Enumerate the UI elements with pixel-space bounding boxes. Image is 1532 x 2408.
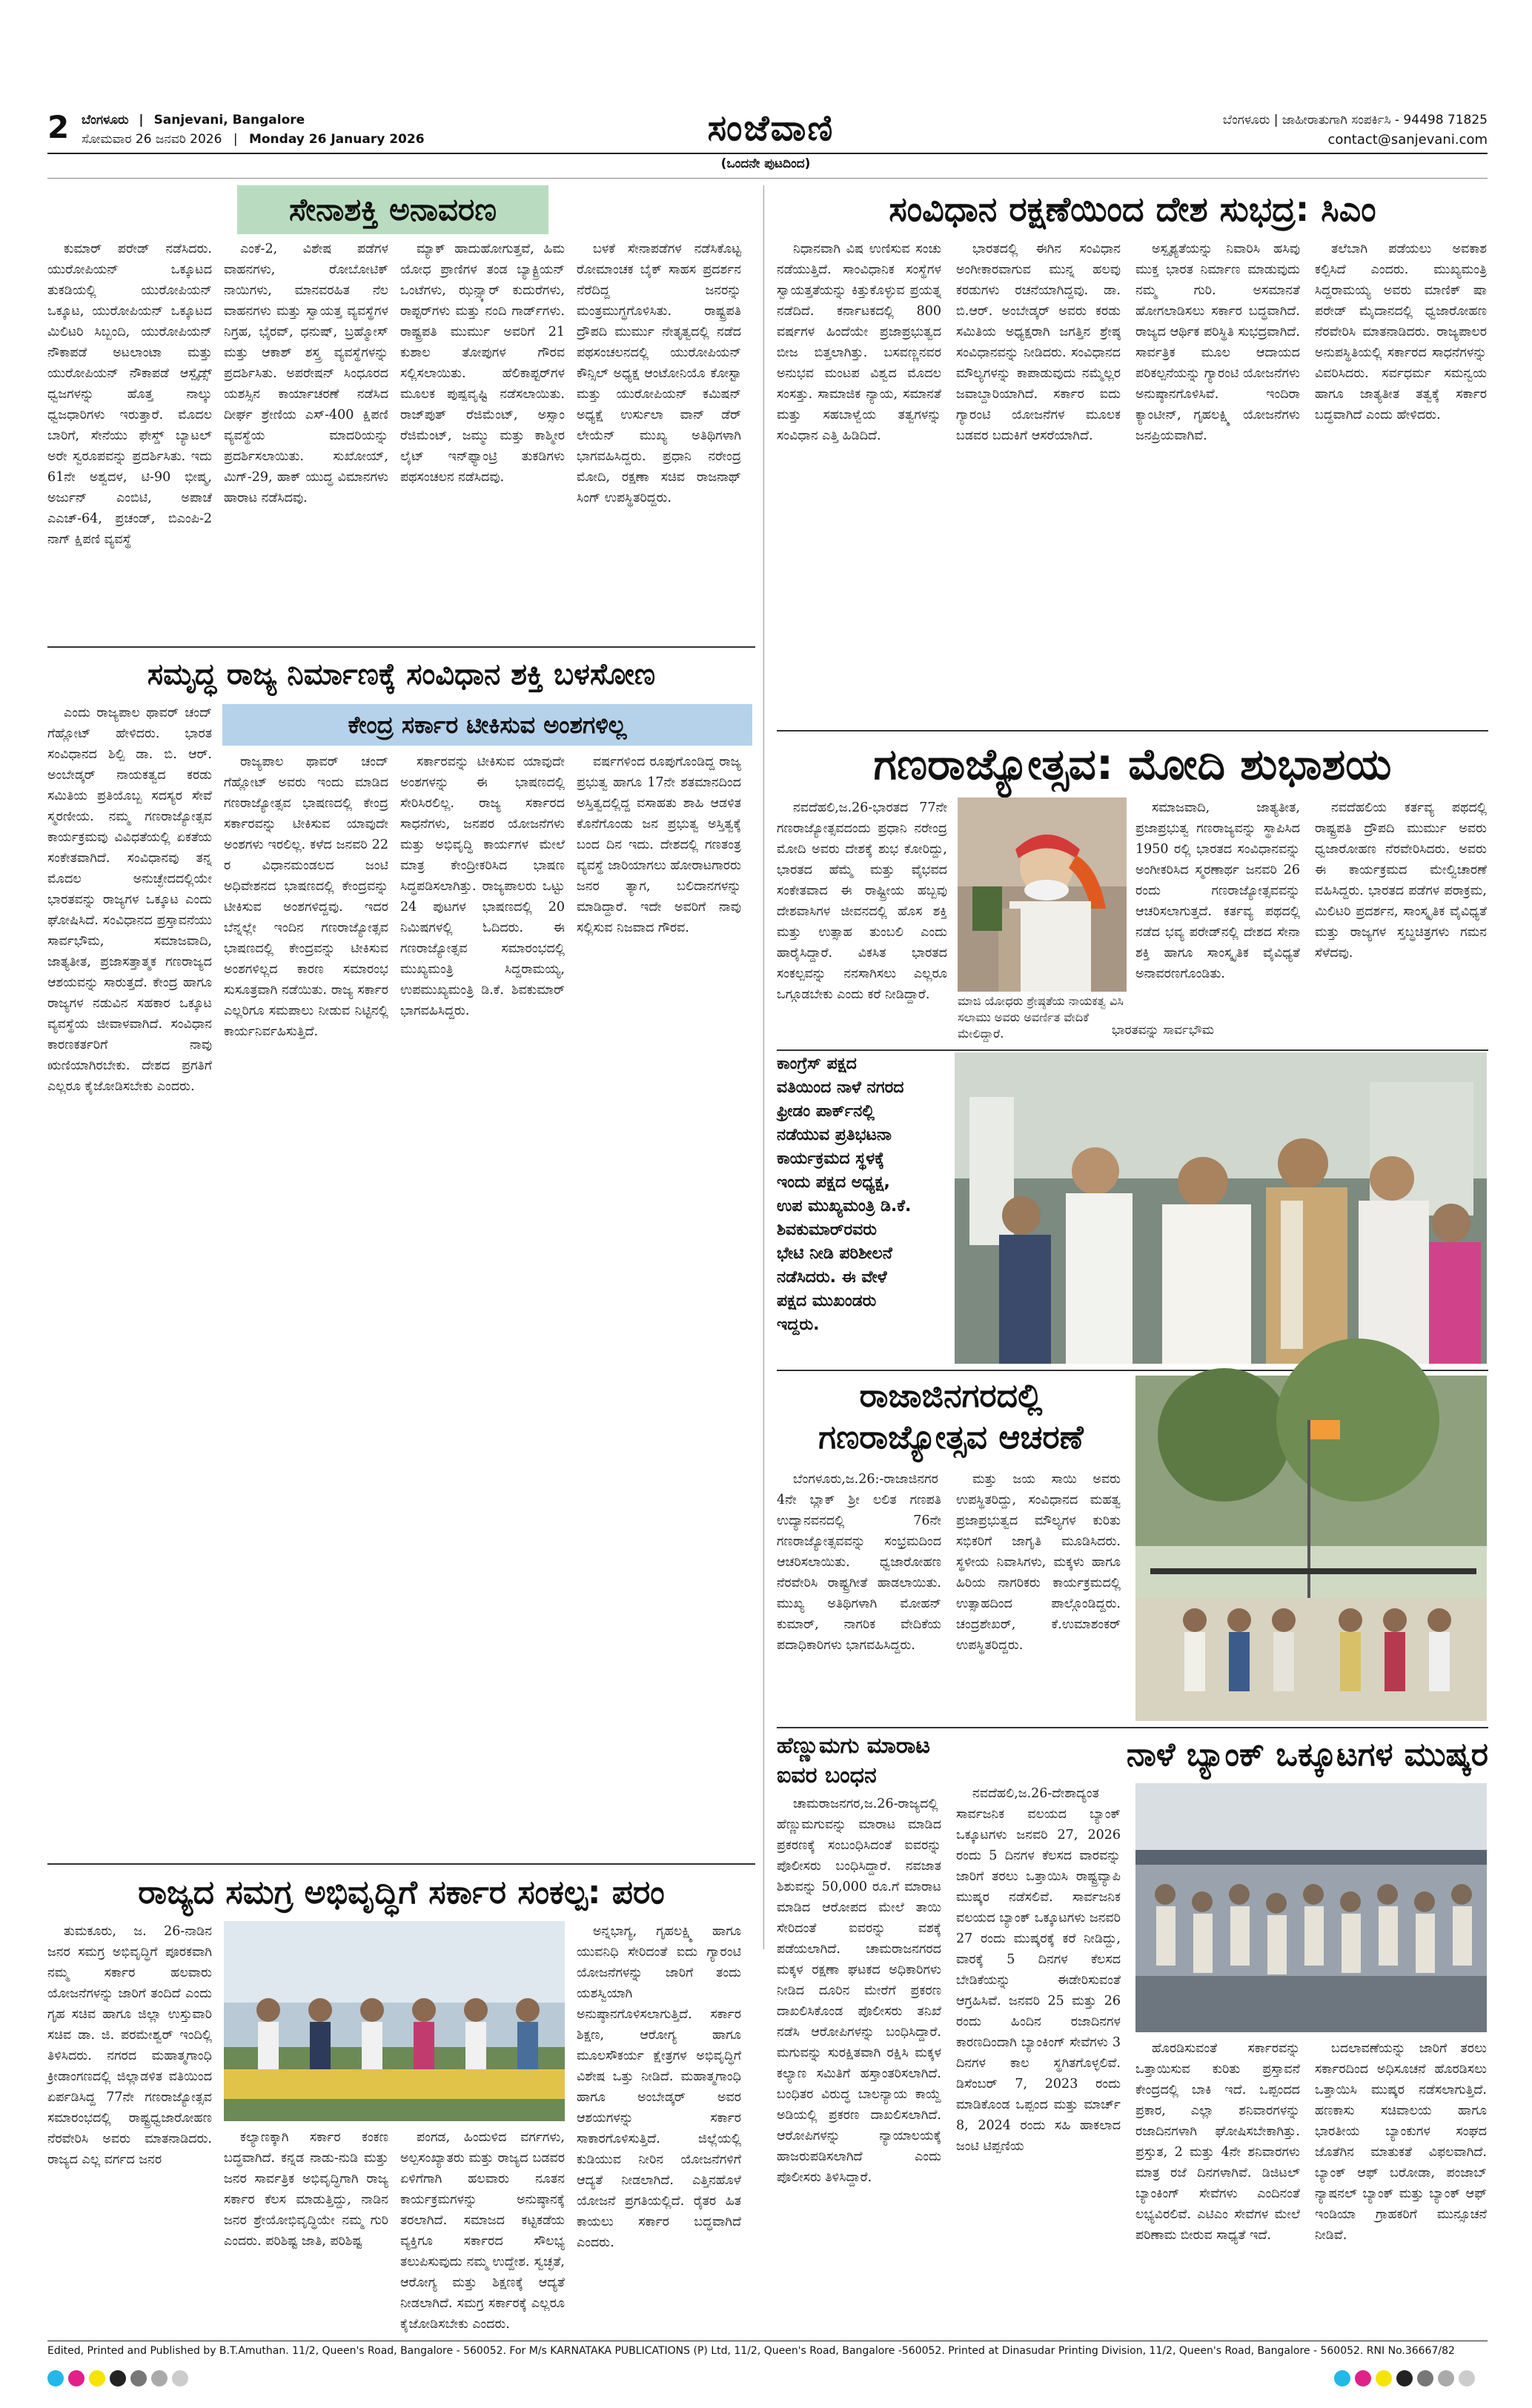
army-col-2: ಎಂಕೆ-2, ವಿಶೇಷ ಪಡೆಗಳ ವಾಹನಗಳು, ರೋಬೋಟಿಕ್ ನಾಯಿಗಳು, ಮಾನವರಹಿತ ನೆಲ ವಾಹನಗಳು ಮತ್ತು ಸ್ವಾಯತ್ತ ವ್ಯವಸ್ಥೆಗಳ ನಿಗ್ರಹ, ಭೈರವ್, ಧನುಷ್, ಬ್ರಹ್ಮೋಸ್ ಮತ್ತು ಆಕಾಶ್ ಶಸ್ತ್ರ ವ್ಯವಸ್ಥೆಗಳನ್ನು ಪ್ರದರ್ಶಿಸಿತು. ಅಪರೇಷನ್ ಸಿಂಧೂರದ ಯಶಸ್ಸಿನ ಕಾರ್ಯಾಚರಣೆ ನಡೆಸಿದ ದೀರ್ಘ ಶ್ರೇಣಿಯ ಎಸ್-400 ಕ್ಷಿಪಣಿ ವ್ಯವಸ್ಥೆಯ ಮಾದರಿಯನ್ನು ಪ್ರದರ್ಶಿಸಲಾಯಿತು. ಸುಖೋಯ್, ಮಿಗ್-29, ಹಾಕ್ ಯುದ್ಧ ವಿಮಾನಗಳು ಹಾರಾಟ ನಡೆಸಿದವು. (224, 242, 388, 505)
modi-photo-text: ಭಾರತವನ್ನು ಸಾರ್ವಭೌಮ (1112, 1023, 1214, 1038)
masthead-rule-2 (47, 178, 1488, 179)
congress-top-rule (777, 1049, 1488, 1051)
rajaji-headline (777, 1376, 1125, 1463)
param-photo (224, 1921, 565, 2121)
army-col-4: ಬಳಕೆ ಸೇನಾಪಡೆಗಳ ನಡೆಸಿಕೊಟ್ಟ ರೋಮಾಂಚಕ ಬೈಕ್ ಸಾಹಸ ಪ್ರದರ್ಶನ ನೆರೆದಿದ್ದ ಜನರನ್ನು ಮಂತ್ರಮುಗ್ಧಗೊಳಿಸಿತು. ರಾಷ್ಟ್ರಪತಿ ದ್ರೌಪದಿ ಮುರ್ಮು ನೇತೃತ್ವದಲ್ಲಿ ನಡೆದ ಪಥಸಂಚಲನದಲ್ಲಿ ಯುರೋಪಿಯನ್ ಕೌನ್ಸಿಲ್ ಅಧ್ಯಕ್ಷ ಆಂಟೋನಿಯೊ ಕೋಸ್ಟಾ ಮತ್ತು ಯುರೋಪಿಯನ್ ಕಮಿಷನ್ ಅಧ್ಯಕ್ಷೆ ಉರ್ಸುಲಾ ವಾನ್ ಡೆರ್ ಲೇಯೆನ್ ಮುಖ್ಯ ಅತಿಥಿಗಳಾಗಿ ಭಾಗವಹಿಸಿದ್ದರು. ಪ್ರಧಾನಿ ನರೇಂದ್ರ ಮೋದಿ, ರಕ್ಷಣಾ ಸಚಿವ ರಾಜನಾಥ್ ಸಿಂಗ್ ಉಪಸ್ಥಿತರಿದ್ದರು. (577, 242, 741, 505)
congress-caption-line: ಇಂದು ಪಕ್ಷದ ಅಧ್ಯಕ್ಷ, (777, 1173, 890, 1192)
army-col-3: ಮ್ಯಾಕ್ ಹಾದುಹೋಗುತ್ತವೆ, ಹಿಮ ಯೋಧ ಪ್ರಾಣಿಗಳ ತಂಡ ಬ್ಯಾಕ್ಟ್ರಿಯನ್ ಒಂಟೆಗಳು, ಝನ್ಸ್ಕಾರ್ ಕುದುರೆಗಳು, ರಾಪ್ಟರ್‌ಗಳು ಮತ್ತು ನಂದಿ ಗಾರ್ಡ್‌ಗಳು. ರಾಷ್ಟ್ರಪತಿ ಮುರ್ಮು ಅವರಿಗೆ 21 ಕುಶಾಲ ತೋಪುಗಳ ಗೌರವ ಸಲ್ಲಿಸಲಾಯಿತು. ಹೆಲಿಕಾಪ್ಟರ್‌ಗಳ ಮೂಲಕ ಪುಷ್ಪವೃಷ್ಟಿ ನಡೆಸಲಾಯಿತು. ರಾಜ್‌ಪುತ್ ರೆಜಿಮೆಂಟ್, ಅಸ್ಸಾಂ ರೆಜಿಮೆಂಟ್, ಜಮ್ಮು ಮತ್ತು ಕಾಶ್ಮೀರ ಲೈಟ್ ಇನ್‌ಫ್ಯಾಂಟ್ರಿ ತುಕಡಿಗಳು ಪಥಸಂಚಲನ ನಡೆಸಿದವು. (400, 242, 565, 485)
param-col-1: ತುಮಕೂರು, ಜ. 26-ನಾಡಿನ ಜನರ ಸಮಗ್ರ ಅಭಿವೃದ್ಧಿಗೆ ಪೂರಕವಾಗಿ ನಮ್ಮ ಸರ್ಕಾರ ಹಲವಾರು ಯೋಜನೆಗಳನ್ನು ಜಾರಿಗೆ ತಂದಿದೆ ಎಂದು ಗೃಹ ಸಚಿವ ಹಾಗೂ ಜಿಲ್ಲಾ ಉಸ್ತುವಾರಿ ಸಚಿವ ಡಾ. ಜಿ. ಪರಮೇಶ್ವರ್ ಇಂದಿಲ್ಲಿ ತಿಳಿಸಿದರು. ನಗರದ ಮಹಾತ್ಮಗಾಂಧಿ ಕ್ರೀಡಾಂಗಣದಲ್ಲಿ ಜಿಲ್ಲಾಡಳಿತ ವತಿಯಿಂದ ಏರ್ಪಡಿಸಿದ್ದ 77ನೇ ಗಣರಾಜ್ಯೋತ್ಸವ ಸಮಾರಂಭದಲ್ಲಿ ರಾಷ್ಟ್ರಧ್ವಜಾರೋಹಣ ನೆರವೇರಿಸಿ ಅವರು ಮಾತನಾಡಿದರು. ರಾಜ್ಯದ ಎಲ್ಲ ವರ್ಗದ ಜನರ (47, 1924, 212, 2167)
army-col-1: ಕುಮಾರ್ ಪರೇಡ್ ನಡೆಸಿದರು. ಯುರೋಪಿಯನ್ ಒಕ್ಕೂಟದ ತುಕಡಿಯಲ್ಲಿ ಯುರೋಪಿಯನ್ ಒಕ್ಕೂಟ, ಯುರೋಪಿಯನ್ ಒಕ್ಕೂಟದ ಮಿಲಿಟರಿ ಸಿಬ್ಬಂದಿ, ಯುರೋಪಿಯನ್ ನೌಕಾಪಡೆ ಅಟಲಾಂಟಾ ಮತ್ತು ಯುರೋಪಿಯನ್ ನೌಕಾಪಡೆ ಆಸ್ಪೈಡ್ಸ್ ಧ್ವಜಗಳನ್ನು ಹೊತ್ತ ನಾಲ್ಕು ಧ್ವಜಧಾರಿಗಳು ಇರುತ್ತಾರೆ. ಮೊದಲ ಬಾರಿಗೆ, ಸೇನೆಯು ಫೇಸ್ಡ್ ಬ್ಯಾಟಲ್ ಅರೇ ಸ್ವರೂಪವನ್ನು ಪ್ರದರ್ಶಿಸಿತು. ಇದು 61ನೇ ಅಶ್ವದಳ, ಟಿ-90 ಭೀಷ್ಮ, ಅರ್ಜುನ್ ಎಂಬಿಟಿ, ಅಪಾಚೆ ಎಎಚ್-64, ಪ್ರಚಂಡ್, ಬಿಎಂಪಿ-2 ನಾಗ್ ಕ್ಷಿಪಣಿ ವ್ಯವಸ್ಥೆ (47, 242, 212, 547)
army-headline-banner (237, 185, 548, 234)
continued-label: (ಒಂದನೇ ಪುಟದಿಂದ) (720, 156, 811, 171)
logo-text: ಸಂಜೆವಾಣಿ (707, 107, 835, 149)
masthead-edition: Sanjevani, Bangalore (153, 113, 305, 127)
cm-col-3: ಅಸ್ಪೃಶ್ಯತೆಯನ್ನು ನಿವಾರಿಸಿ ಹಸಿವು ಮುಕ್ತ ಭಾರತ ನಿರ್ಮಾಣ ಮಾಡುವುದು ನಮ್ಮ ಗುರಿ. ಅಸಮಾನತೆ ಹೋಗಲಾಡಿಸಲು ಸರ್ಕಾರ ಬದ್ಧವಾಗಿದೆ. ರಾಜ್ಯದ ಆರ್ಥಿಕ ಪರಿಸ್ಥಿತಿ ಸುಭದ್ರವಾಗಿದೆ. ಸಾರ್ವತ್ರಿಕ ಮೂಲ ಆದಾಯದ ಪರಿಕಲ್ಪನೆಯನ್ನು ಗ್ಯಾರಂಟಿ ಯೋಜನೆಗಳು ಅನುಷ್ಠಾನಗೊಳಿಸಿವೆ. ಇಂದಿರಾ ಕ್ಯಾಂಟೀನ್, ಗೃಹಲಕ್ಷ್ಮಿ ಯೋಜನೆಗಳು ಜನಪ್ರಿಯವಾಗಿವೆ. (1135, 242, 1300, 443)
congress-caption-line: ನಡೆಸಿದರು. ಈ ವೇಳೆ (777, 1268, 887, 1287)
modi-photo-illustration (958, 797, 1127, 992)
registration-marks-left (47, 2370, 193, 2389)
reg-dot-black (1396, 2370, 1413, 2387)
param-col-2: ಅನ್ನಭಾಗ್ಯ, ಗೃಹಲಕ್ಷ್ಮಿ ಹಾಗೂ ಯುವನಿಧಿ ಸೇರಿದಂತೆ ಐದು ಗ್ಯಾರಂಟಿ ಯೋಜನೆಗಳನ್ನು ಜಾರಿಗೆ ತಂದು ಯಶಸ್ವಿಯಾಗಿ ಅನುಷ್ಠಾನಗೊಳಿಸಲಾಗುತ್ತಿದೆ. ಸರ್ಕಾರ ಶಿಕ್ಷಣ, ಆರೋಗ್ಯ ಹಾಗೂ ಮೂಲಸೌಕರ್ಯ ಕ್ಷೇತ್ರಗಳ ಅಭಿವೃದ್ಧಿಗೆ ವಿಶೇಷ ಒತ್ತು ನೀಡಿದೆ. ಮಹಾತ್ಮಗಾಂಧಿ ಹಾಗೂ ಅಂಬೇಡ್ಕರ್ ಅವರ ಆಶಯಗಳನ್ನು ಸರ್ಕಾರ ಸಾಕಾರಗೊಳಿಸುತ್ತಿದೆ. ಜಿಲ್ಲೆಯಲ್ಲಿ ಕುಡಿಯುವ ನೀರಿನ ಯೋಜನೆಗಳಿಗೆ ಆದ್ಯತೆ ನೀಡಲಾಗಿದೆ. ಎತ್ತಿನಹೊಳೆ ಯೋಜನೆ ಪ್ರಗತಿಯಲ್ಲಿದೆ. ರೈತರ ಹಿತ ಕಾಯಲು ಸರ್ಕಾರ ಬದ್ಧವಾಗಿದೆ ಎಂದರು. (577, 1924, 741, 2250)
bank-photo-illustration (1135, 1783, 1487, 2032)
state-top-rule (47, 646, 755, 648)
cm-col-2: ಭಾರತದಲ್ಲಿ ಈಗಿನ ಸಂವಿಧಾನ ಅಂಗೀಕಾರವಾಗುವ ಮುನ್ನ ಹಲವು ಕರಡುಗಳು ರಚನೆಯಾಗಿದ್ದವು. ಡಾ. ಬಿ.ಆರ್. ಅಂಬೇಡ್ಕರ್ ಅವರು ಕರಡು ಸಮಿತಿಯ ಅಧ್ಯಕ್ಷರಾಗಿ ಜಗತ್ತಿನ ಶ್ರೇಷ್ಠ ಸಂವಿಧಾನವನ್ನು ನೀಡಿದರು. ಸಂವಿಧಾನದ ಮೌಲ್ಯಗಳನ್ನು ಕಾಪಾಡುವುದು ನಮ್ಮೆಲ್ಲರ ಜವಾಬ್ದಾರಿಯಾಗಿದೆ. ಸರ್ಕಾರ ಐದು ಗ್ಯಾರಂಟಿ ಯೋಜನೆಗಳ ಮೂಲಕ ಬಡವರ ಬದುಕಿಗೆ ಆಸರೆಯಾಗಿದೆ. (956, 242, 1121, 443)
marriage-body: ಚಾಮರಾಜನಗರ,ಜ.26-ರಾಜ್ಯದಲ್ಲಿ ಹೆಣ್ಣುಮಗುವನ್ನು ಮಾರಾಟ ಮಾಡಿದ ಪ್ರಕರಣಕ್ಕೆ ಸಂಬಂಧಿಸಿದಂತೆ ಐವರನ್ನು ಪೊಲೀಸರು ಬಂಧಿಸಿದ್ದಾರೆ. ನವಜಾತ ಶಿಶುವನ್ನು 50,000 ರೂ.ಗೆ ಮಾರಾಟ ಮಾಡಿದ ಆರೋಪದ ಮೇಲೆ ತಾಯಿ ಸೇರಿದಂತೆ ಐವರನ್ನು ವಶಕ್ಕೆ ಪಡೆಯಲಾಗಿದೆ. ಚಾಮರಾಜನಗರದ ಮಕ್ಕಳ ರಕ್ಷಣಾ ಘಟಕದ ಅಧಿಕಾರಿಗಳು ನೀಡಿದ ದೂರಿನ ಮೇರೆಗೆ ಪ್ರಕರಣ ದಾಖಲಿಸಿಕೊಂಡ ಪೊಲೀಸರು ತನಿಖೆ ನಡೆಸಿ ಆರೋಪಿಗಳನ್ನು ಬಂಧಿಸಿದ್ದಾರೆ. ಮಗುವನ್ನು ಸುರಕ್ಷಿತವಾಗಿ ರಕ್ಷಿಸಿ ಮಕ್ಕಳ ಕಲ್ಯಾಣ ಸಮಿತಿಗೆ ಹಸ್ತಾಂತರಿಸಲಾಗಿದೆ. ಬಂಧಿತರ ವಿರುದ್ಧ ಬಾಲನ್ಯಾಯ ಕಾಯ್ದೆ ಅಡಿಯಲ್ಲಿ ಪ್ರಕರಣ ದಾಖಲಿಸಲಾಗಿದೆ. ಆರೋಪಿಗಳನ್ನು ನ್ಯಾಯಾಲಯಕ್ಕೆ ಹಾಜರುಪಡಿಸಲಾಗಿದೆ ಎಂದು ಪೊಲೀಸರು ತಿಳಿಸಿದ್ದಾರೆ. (777, 1797, 941, 2185)
state-headline: ಸಮೃದ್ಧ ರಾಜ್ಯ ನಿರ್ಮಾಣಕ್ಕೆ ಸಂವಿಧಾನ ಶಕ್ತಿ ಬಳಸೋಣ (147, 657, 656, 691)
congress-caption-line: ಫ್ರೀಡಂ ಪಾರ್ಕ್‌ನಲ್ಲಿ (777, 1102, 875, 1121)
registration-marks-right (1334, 2370, 1479, 2389)
reg-dot-cyan (47, 2370, 64, 2387)
bank-top-rule (956, 1727, 1488, 1728)
state-sub-headline: ಕೇಂದ್ರ ಸರ್ಕಾರ ಟೀಕಿಸುವ ಅಂಶಗಳಿಲ್ಲ (348, 710, 627, 739)
state-col-2: ರಾಜ್ಯಪಾಲ ಥಾವರ್ ಚಂದ್ ಗೆಹ್ಲೋಟ್ ಅವರು ಇಂದು ಮಾಡಿದ ಗಣರಾಜ್ಯೋತ್ಸವ ಭಾಷಣದಲ್ಲಿ ಕೇಂದ್ರ ಸರ್ಕಾರವನ್ನು ಟೀಕಿಸುವ ಯಾವುದೇ ಅಂಶಗಳು ಇರಲಿಲ್ಲ. ಕಳೆದ ಜನವರಿ 22 ರ ವಿಧಾನಮಂಡಲದ ಜಂಟಿ ಅಧಿವೇಶನದ ಭಾಷಣದಲ್ಲಿ ಕೇಂದ್ರವನ್ನು ಟೀಕಿಸುವ ಅಂಶಗಳಿದ್ದವು. ಇದರ ಬೆನ್ನಲ್ಲೇ ಇಂದಿನ ಗಣರಾಜ್ಯೋತ್ಸವ ಭಾಷಣದಲ್ಲಿ ಕೇಂದ್ರವನ್ನು ಟೀಕಿಸುವ ಅಂಶಗಳಿಲ್ಲದ ಕಾರಣ ಸಮಾರಂಭ ಸುಸೂತ್ರವಾಗಿ ನಡೆಯಿತು. ರಾಜ್ಯ ಸರ್ಕಾರ ಎಲ್ಲರಿಗೂ ಸಮಪಾಲು ನೀಡುವ ನಿಟ್ಟಿನಲ್ಲಿ ಕಾರ್ಯನಿರ್ವಹಿಸುತ್ತಿದೆ. (224, 754, 388, 1039)
masthead-city: ಬೆಂಗಳೂರು (82, 113, 129, 127)
reg-dot-grey (151, 2370, 168, 2387)
rajaji-photo-illustration (1135, 1376, 1487, 1721)
congress-caption (777, 1052, 947, 1364)
bank-col-3: ಬದಲಾವಣೆಯನ್ನು ಜಾರಿಗೆ ತರಲು ಸರ್ಕಾರದಿಂದ ಅಧಿಸೂಚನೆ ಹೊರಡಿಸಲು ಒತ್ತಾಯಿಸಿ ಮುಷ್ಕರ ನಡೆಸಲಾಗುತ್ತಿದೆ. ಹಣಕಾಸು ಸಚಿವಾಲಯ ಹಾಗೂ ಭಾರತೀಯ ಬ್ಯಾಂಕುಗಳ ಸಂಘದ ಜೊತೆಗಿನ ಮಾತುಕತೆ ವಿಫಲವಾಗಿದೆ. ಬ್ಯಾಂಕ್ ಆಫ್ ಬರೋಡಾ, ಪಂಜಾಬ್ ನ್ಯಾಷನಲ್ ಬ್ಯಾಂಕ್ ಮತ್ತು ಬ್ಯಾಂಕ್ ಆಫ್ ಇಂಡಿಯಾ ಗ್ರಾಹಕರಿಗೆ ಮುನ್ಸೂಚನೆ ನೀಡಿವೆ. (1315, 2041, 1487, 2243)
cm-headline-banner (777, 185, 1488, 234)
congress-caption-line: ಕಾಂಗ್ರೆಸ್ ಪಕ್ಷದ (777, 1055, 857, 1073)
param-headline: ರಾಜ್ಯದ ಸಮಗ್ರ ಅಭಿವೃದ್ಧಿಗೆ ಸರ್ಕಾರ ಸಂಕಲ್ಪ: ಪರಂ (138, 1873, 665, 1911)
state-headline-banner (47, 652, 755, 697)
masthead-logo (652, 102, 889, 154)
reg-dot-yellow (1376, 2370, 1392, 2387)
congress-caption-line: ಶಿವಕುಮಾರ್‌ರವರು (777, 1221, 877, 1239)
bank-headline-banner (956, 1731, 1496, 1777)
param-photo-caption: ಕಲ್ಯಾಣಕ್ಕಾಗಿ ಸರ್ಕಾರ ಕಂಕಣ ಬದ್ಧವಾಗಿದೆ. ಕನ್ನಡ ನಾಡು-ನುಡಿ ಮತ್ತು ಜನರ ಸಾರ್ವತ್ರಿಕ ಅಭಿವೃದ್ಧಿಗಾಗಿ ರಾಜ್ಯ ಸರ್ಕಾರ ಕೆಲಸ ಮಾಡುತ್ತಿದ್ದು, ನಾಡಿನ ಜನರ ಶ್ರೇಯೋಭಿವೃದ್ಧಿಯೇ ನಮ್ಮ ಗುರಿ ಎಂದರು. ಪರಿಶಿಷ್ಟ ಜಾತಿ, ಪರಿಶಿಷ್ಟ (224, 2130, 388, 2249)
congress-caption-line: ಪಕ್ಷದ ಮುಖಂಡರು (777, 1292, 877, 1310)
army-headline: ಸೇನಾಶಕ್ತಿ ಅನಾವರಣ (289, 191, 497, 228)
modi-top-rule (777, 730, 1488, 732)
state-sub-banner (222, 704, 752, 746)
param-headline-banner (47, 1868, 755, 1917)
param-photo-illustration (224, 1921, 565, 2121)
congress-caption-line: ಉಪ ಮುಖ್ಯಮಂತ್ರಿ ಡಿ.ಕೆ. (777, 1197, 912, 1215)
congress-photo-illustration (955, 1052, 1487, 1364)
param-top-rule (47, 1863, 755, 1865)
reg-dot-grey (1459, 2370, 1475, 2387)
modi-col-1: ನವದೆಹಲಿ,ಜ.26-ಭಾರತದ 77ನೇ ಗಣರಾಜ್ಯೋತ್ಸವದಂದು ಪ್ರಧಾನಿ ನರೇಂದ್ರ ಮೋದಿ ಅವರು ದೇಶಕ್ಕೆ ಶುಭ ಕೋರಿದ್ದು, ಭಾರತದ ಹೆಮ್ಮೆ ಮತ್ತು ವೈಭವದ ಸಂಕೇತವಾದ ಈ ರಾಷ್ಟ್ರೀಯ ಹಬ್ಬವು ದೇಶವಾಸಿಗಳ ಜೀವನದಲ್ಲಿ ಹೊಸ ಶಕ್ತಿ ಮತ್ತು ಉತ್ಸಾಹ ತುಂಬಲಿ ಎಂದು ಹಾರೈಸಿದ್ದಾರೆ. ವಿಕಸಿತ ಭಾರತದ ಸಂಕಲ್ಪವನ್ನು ನನಸಾಗಿಸಲು ಎಲ್ಲರೂ ಒಗ್ಗೂಡಬೇಕು ಎಂದು ಕರೆ ನೀಡಿದ್ದಾರೆ. (777, 800, 947, 1002)
congress-caption-line: ವತಿಯಿಂದ ನಾಳೆ ನಗರದ (777, 1078, 904, 1097)
reg-dot-grey (1438, 2370, 1454, 2387)
cm-headline: ಸಂವಿಧಾನ ರಕ್ಷಣೆಯಿಂದ ದೇಶ ಸುಭದ್ರ: ಸಿಎಂ (889, 189, 1376, 229)
marriage-headline-line-2: ಐವರ ಬಂಧನ (777, 1762, 877, 1788)
masthead-email[interactable]: contact@sanjevani.com (1327, 132, 1488, 147)
congress-caption-line: ಕಾರ್ಯಕ್ರಮದ ಸ್ಥಳಕ್ಕೆ (777, 1150, 884, 1168)
center-divider (763, 185, 764, 1949)
bank-col-1: ನವದೆಹಲಿ,ಜ.26-ದೇಶಾದ್ಯಂತ ಸಾರ್ವಜನಿಕ ವಲಯದ ಬ್ಯಾಂಕ್ ಒಕ್ಕೂಟಗಳು ಜನವರಿ 27, 2026 ರಂದು 5 ದಿನಗಳ ಕೆಲಸದ ವಾರವನ್ನು ಜಾರಿಗೆ ತರಲು ಒತ್ತಾಯಿಸಿ ರಾಷ್ಟ್ರವ್ಯಾಪಿ ಮುಷ್ಕರ ನಡೆಸಲಿವೆ. ಸಾರ್ವಜನಿಕ ವಲಯದ ಬ್ಯಾಂಕ್ ಒಕ್ಕೂಟಗಳು ಜನವರಿ 27 ರಂದು ಮುಷ್ಕರಕ್ಕೆ ಕರೆ ನೀಡಿದ್ದು, ವಾರಕ್ಕೆ 5 ದಿನಗಳ ಕೆಲಸದ ಬೇಡಿಕೆಯನ್ನು ಈಡೇರಿಸುವಂತೆ ಆಗ್ರಹಿಸಿವೆ. ಜನವರಿ 25 ಮತ್ತು 26 ರಂದು ಹಿಂದಿನ ರಜಾದಿನಗಳ ಕಾರಣದಿಂದಾಗಿ ಬ್ಯಾಂಕಿಂಗ್ ಸೇವೆಗಳು 3 ದಿನಗಳ ಕಾಲ ಸ್ಥಗಿತಗೊಳ್ಳಲಿವೆ. ಡಿಸೆಂಬರ್ 7, 2023 ರಂದು ಮಾಡಿಕೊಂಡ ಒಪ್ಪಂದ ಮತ್ತು ಮಾರ್ಚ್ 8, 2024 ರಂದು ಸಹಿ ಹಾಕಲಾದ ಜಂಟಿ ಟಿಪ್ಪಣಿಯ (956, 1786, 1121, 2154)
modi-col-2: ಸಮಾಜವಾದಿ, ಜಾತ್ಯತೀತ, ಪ್ರಜಾಪ್ರಭುತ್ವ ಗಣರಾಜ್ಯವನ್ನು ಸ್ಥಾಪಿಸಿದ 1950 ರಲ್ಲಿ ಭಾರತದ ಸಂವಿಧಾನವನ್ನು ಅಂಗೀಕರಿಸಿದ ಸ್ಮರಣಾರ್ಥ ಜನವರಿ 26 ರಂದು ಗಣರಾಜ್ಯೋತ್ಸವವನ್ನು ಆಚರಿಸಲಾಗುತ್ತದೆ. ಕರ್ತವ್ಯ ಪಥದಲ್ಲಿ ನಡೆದ ಭವ್ಯ ಪರೇಡ್‌ನಲ್ಲಿ ದೇಶದ ಸೇನಾ ಶಕ್ತಿ ಹಾಗೂ ಸಾಂಸ್ಕೃತಿಕ ವೈವಿಧ್ಯತೆ ಅನಾವರಣಗೊಂಡಿತು. (1135, 800, 1300, 981)
congress-caption-line: ಇದ್ದರು. (777, 1316, 820, 1334)
state-col-3: ಸರ್ಕಾರವನ್ನು ಟೀಕಿಸುವ ಯಾವುದೇ ಅಂಶಗಳನ್ನು ಈ ಭಾಷಣದಲ್ಲಿ ಸೇರಿಸಿರಲಿಲ್ಲ. ರಾಜ್ಯ ಸರ್ಕಾರದ ಸಾಧನೆಗಳು, ಜನಪರ ಯೋಜನೆಗಳು ಮತ್ತು ಅಭಿವೃದ್ಧಿ ಕಾರ್ಯಗಳ ಮೇಲೆ ಮಾತ್ರ ಕೇಂದ್ರೀಕರಿಸಿದ ಭಾಷಣ ಸಿದ್ಧಪಡಿಸಲಾಗಿತ್ತು. ರಾಜ್ಯಪಾಲರು ಒಟ್ಟು 24 ಪುಟಗಳ ಭಾಷಣದಲ್ಲಿ 20 ನಿಮಿಷಗಳಲ್ಲಿ ಓದಿದರು. ಈ ಗಣರಾಜ್ಯೋತ್ಸವ ಸಮಾರಂಭದಲ್ಲಿ ಮುಖ್ಯಮಂತ್ರಿ ಸಿದ್ದರಾಮಯ್ಯ, ಉಪಮುಖ್ಯಮಂತ್ರಿ ಡಿ.ಕೆ. ಶಿವಕುಮಾರ್ ಭಾಗವಹಿಸಿದ್ದರು. (400, 754, 565, 1018)
masthead-dates: ಸೋಮವಾರ 26 ಜನವರಿ 2026 | Monday 26 January 2026 (82, 132, 425, 147)
modi-col-3: ನವದೆಹಲಿಯ ಕರ್ತವ್ಯ ಪಥದಲ್ಲಿ ರಾಷ್ಟ್ರಪತಿ ದ್ರೌಪದಿ ಮುರ್ಮು ಅವರು ಧ್ವಜಾರೋಹಣ ನೆರವೇರಿಸಿದರು. ಅವರು ಈ ಕಾರ್ಯಕ್ರಮದ ಮೇಲ್ವಿಚಾರಣೆ ವಹಿಸಿದ್ದರು. ಭಾರತದ ಪಡೆಗಳ ಪರಾಕ್ರಮ, ಮಿಲಿಟರಿ ಪ್ರದರ್ಶನ, ಸಾಂಸ್ಕೃತಿಕ ವೈವಿಧ್ಯತೆ ಮತ್ತು ರಾಜ್ಯಗಳ ಸ್ತಬ್ಧಚಿತ್ರಗಳು ಗಮನ ಸೆಳೆದವು. (1315, 800, 1487, 961)
page-number: 2 (47, 109, 70, 145)
modi-photo-caption: ಮಾಜಿ ಯೋಧರು ಶ್ರೇಷ್ಠತೆಯ ನಾಯಕತ್ವ ವಿಸಿ ಸಲಾಮು ಅವರು ಅವರ್ಣಿತ ವೇದಿಕೆ ಮೇಲಿದ್ದಾರೆ. (958, 994, 1124, 1041)
congress-caption-line: ನಡೆಯುವ ಪ್ರತಿಭಟನಾ (777, 1126, 892, 1144)
rajaji-headline-line-2: ಗಣರಾಜ್ಯೋತ್ಸವ ಆಚರಣೆ (818, 1419, 1084, 1456)
bank-headline: ನಾಳೆ ಬ್ಯಾಂಕ್ ಒಕ್ಕೂಟಗಳ ಮುಷ್ಕರ (1126, 1735, 1488, 1774)
modi-photo (958, 797, 1127, 992)
rajaji-col-2: ಮತ್ತು ಜಯ ಸಾಯಿ ಅವರು ಉಪಸ್ಥಿತರಿದ್ದು, ಸಂವಿಧಾನದ ಮಹತ್ವ ಪ್ರಜಾಪ್ರಭುತ್ವದ ಮೌಲ್ಯಗಳ ಕುರಿತು ಸಭಿಕರಿಗೆ ಜಾಗೃತಿ ಮೂಡಿಸಿದರು. ಸ್ಥಳೀಯ ನಿವಾಸಿಗಳು, ಮಕ್ಕಳು ಹಾಗೂ ಹಿರಿಯ ನಾಗರಿಕರು ಕಾರ್ಯಕ್ರಮದಲ್ಲಿ ಉತ್ಸಾಹದಿಂದ ಪಾಲ್ಗೊಂಡಿದ್ದರು. ಚಂದ್ರಶೇಖರ್, ಕೆ.ಉಮಾಶಂಕರ್ ಉಪಸ್ಥಿತರಿದ್ದರು. (956, 1472, 1121, 1653)
masthead-date-english: Monday 26 January 2026 (248, 132, 425, 147)
masthead-city-edition: ಬೆಂಗಳೂರು | Sanjevani, Bangalore (82, 113, 305, 127)
reg-dot-grey (130, 2370, 147, 2387)
cm-col-1: ನಿಧಾನವಾಗಿ ವಿಷ ಉಣಿಸುವ ಸಂಚು ನಡೆಯುತ್ತಿದೆ. ಸಾಂವಿಧಾನಿಕ ಸಂಸ್ಥೆಗಳ ಸ್ವಾಯತ್ತತೆಯನ್ನು ಕಿತ್ತುಕೊಳ್ಳುವ ಪ್ರಯತ್ನ ನಡೆದಿದೆ. ಕರ್ನಾಟಕದಲ್ಲಿ 800 ವರ್ಷಗಳ ಹಿಂದೆಯೇ ಪ್ರಜಾಪ್ರಭುತ್ವದ ಬೀಜ ಬಿತ್ತಲಾಗಿತ್ತು. ಬಸವಣ್ಣನವರ ಅನುಭವ ಮಂಟಪ ವಿಶ್ವದ ಮೊದಲ ಸಂಸತ್ತು. ಸಾಮಾಜಿಕ ನ್ಯಾಯ, ಸಮಾನತೆ ಮತ್ತು ಸಹಬಾಳ್ವೆಯ ತತ್ವಗಳನ್ನು ಸಂವಿಧಾನ ಎತ್ತಿ ಹಿಡಿದಿದೆ. (777, 242, 941, 443)
reg-dot-grey (172, 2370, 188, 2387)
marriage-headline-line-1: ಹೆಣ್ಣುಮಗು ಮಾರಾಟ (777, 1733, 930, 1759)
bank-col-2: ಹೊರಡಿಸುವಂತೆ ಸರ್ಕಾರವನ್ನು ಒತ್ತಾಯಿಸುವ ಕುರಿತು ಪ್ರಸ್ತಾವನೆ ಕೇಂದ್ರದಲ್ಲಿ ಬಾಕಿ ಇದೆ. ಒಪ್ಪಂದದ ಪ್ರಕಾರ, ಎಲ್ಲಾ ಶನಿವಾರಗಳನ್ನು ರಜಾದಿನಗಳಾಗಿ ಘೋಷಿಸಬೇಕಾಗಿತ್ತು. ಪ್ರಸ್ತುತ, 2 ಮತ್ತು 4ನೇ ಶನಿವಾರಗಳು ಮಾತ್ರ ರಜೆ ದಿನಗಳಾಗಿವೆ. ಡಿಜಿಟಲ್ ಬ್ಯಾಂಕಿಂಗ್ ಸೇವೆಗಳು ಎಂದಿನಂತೆ ಲಭ್ಯವಿರಲಿವೆ. ಎಟಿಎಂ ಸೇವೆಗಳ ಮೇಲೆ ಪರಿಣಾಮ ಬೀರುವ ಸಾಧ್ಯತೆ ಇದೆ. (1135, 2041, 1300, 2243)
rajaji-photo (1135, 1376, 1487, 1721)
cm-col-4: ತಲೆಬಾಗಿ ಪಡೆಯಲು ಅವಕಾಶ ಕಲ್ಪಿಸಿದೆ ಎಂದರು. ಮುಖ್ಯಮಂತ್ರಿ ಸಿದ್ದರಾಮಯ್ಯ ಅವರು ಮಾಣಿಕ್ ಷಾ ಪರೇಡ್ ಮೈದಾನದಲ್ಲಿ ಧ್ವಜಾರೋಹಣ ನೆರವೇರಿಸಿ ಮಾತನಾಡಿದರು. ರಾಜ್ಯಪಾಲರ ಅನುಪಸ್ಥಿತಿಯಲ್ಲಿ ಸರ್ಕಾರದ ಸಾಧನೆಗಳನ್ನು ವಿವರಿಸಿದರು. ಸರ್ವಧರ್ಮ ಸಮನ್ವಯ ಹಾಗೂ ಜಾತ್ಯತೀತ ತತ್ವಕ್ಕೆ ಸರ್ಕಾರ ಬದ್ಧವಾಗಿದೆ ಎಂದು ಹೇಳಿದರು. (1315, 242, 1487, 422)
bank-photo (1135, 1783, 1487, 2032)
masthead-date-kannada: ಸೋಮವಾರ 26 ಜನವರಿ 2026 (82, 132, 222, 147)
reg-dot-grey (1417, 2370, 1433, 2387)
modi-headline-banner (777, 735, 1488, 793)
masthead-rule (47, 153, 1488, 154)
reg-dot-magenta (1355, 2370, 1371, 2387)
congress-photo (955, 1052, 1487, 1364)
state-col-1: ಎಂದು ರಾಜ್ಯಪಾಲ ಥಾವರ್ ಚಂದ್ ಗೆಹ್ಲೋಟ್ ಹೇಳಿದರು. ಭಾರತ ಸಂವಿಧಾನದ ಶಿಲ್ಪಿ ಡಾ. ಬಿ. ಆರ್. ಅಂಬೇಡ್ಕರ್ ನಾಯಕತ್ವದ ಕರಡು ಸಮಿತಿಯ ಪ್ರತಿಯೊಬ್ಬ ಸದಸ್ಯರ ಸೇವೆ ಸ್ಮರಣೀಯ. ನಮ್ಮ ಗಣರಾಜ್ಯೋತ್ಸವ ಕಾರ್ಯಕ್ರಮವು ವಿವಿಧತೆಯಲ್ಲಿ ಏಕತೆಯ ಸಂಕೇತವಾಗಿದೆ. ಸಂವಿಧಾನವು ತನ್ನ ಮೊದಲ ಅನುಚ್ಛೇದದಲ್ಲಿಯೇ ಭಾರತವನ್ನು ರಾಜ್ಯಗಳ ಒಕ್ಕೂಟ ಎಂದು ಘೋಷಿಸಿದೆ. ಸಂವಿಧಾನದ ಪ್ರಸ್ತಾವನೆಯು ಸಾರ್ವಭೌಮ, ಸಮಾಜವಾದಿ, ಜಾತ್ಯತೀತ, ಪ್ರಜಾಸತ್ತಾತ್ಮಕ ಗಣರಾಜ್ಯದ ಆಶಯವನ್ನು ಸಾರುತ್ತದೆ. ಕೇಂದ್ರ ಹಾಗೂ ರಾಜ್ಯಗಳ ನಡುವಿನ ಸಹಕಾರ ಒಕ್ಕೂಟ ವ್ಯವಸ್ಥೆಯ ಜೀವಾಳವಾಗಿದೆ. ಸಂವಿಧಾನ ಕಾರಣಕರ್ತರಿಗೆ ನಾವು ಋಣಿಯಾಗಿರಬೇಕು. ದೇಶದ ಪ್ರಗತಿಗೆ ಎಲ್ಲರೂ ಕೈಜೋಡಿಸಬೇಕು ಎಂದರು. (47, 706, 212, 1094)
footer-imprint: Edited, Printed and Published by B.T.Amuthan. 11/2, Queen's Road, Bangalore - 560052. For M/s KARNATAKA PUBLICATIONS (P) Ltd, 11/2, Queen's Road, Bangalore -560052. Printed at Dinasudar Printing Division, 11/2, Queen's Road, Bangalore - 560052. RNI No.36667/82 (47, 2345, 1455, 2357)
congress-caption-line: ಭೇಟಿ ನೀಡಿ ಪರಿಶೀಲನೆ (777, 1244, 892, 1263)
reg-dot-black (110, 2370, 126, 2387)
rajaji-headline-line-1: ರಾಜಾಜಿನಗರದಲ್ಲಿ (859, 1377, 1043, 1415)
reg-dot-magenta (68, 2370, 84, 2387)
rajaji-col-1: ಬೆಂಗಳೂರು,ಜ.26:-ರಾಜಾಜಿನಗರ 4ನೇ ಬ್ಲಾಕ್ ಶ್ರೀ ಲಲಿತ ಗಣಪತಿ ಉದ್ಯಾನವನದಲ್ಲಿ 76ನೇ ಗಣರಾಜ್ಯೋತ್ಸವವನ್ನು ಸಂಭ್ರಮದಿಂದ ಆಚರಿಸಲಾಯಿತು. ಧ್ವಜಾರೋಹಣ ನೆರವೇರಿಸಿ ರಾಷ್ಟ್ರಗೀತೆ ಹಾಡಲಾಯಿತು. ಮುಖ್ಯ ಅತಿಥಿಗಳಾಗಿ ಮೋಹನ್ ಕುಮಾರ್, ನಾಗರಿಕ ವೇದಿಕೆಯ ಪದಾಧಿಕಾರಿಗಳು ಭಾಗವಹಿಸಿದ್ದರು. (777, 1472, 941, 1653)
modi-headline: ಗಣರಾಜ್ಯೋತ್ಸವ: ಮೋದಿ ಶುಭಾಶಯ (873, 738, 1392, 789)
state-col-4: ವರ್ಷಗಳಿಂದ ರೂಪುಗೊಂಡಿದ್ದ ರಾಜ್ಯ ಪ್ರಭುತ್ವ ಹಾಗೂ 17ನೇ ಶತಮಾನದಿಂದ ಅಸ್ತಿತ್ವದಲ್ಲಿದ್ದ ವಸಾಹತು ಶಾಹಿ ಆಡಳಿತ ಕೊನೆಗೊಂಡು ಜನ ಪ್ರಭುತ್ವ ಅಸ್ತಿತ್ವಕ್ಕೆ ಬಂದ ದಿನ ಇದು. ದೇಶದಲ್ಲಿ ಗಣತಂತ್ರ ವ್ಯವಸ್ಥೆ ಜಾರಿಯಾಗಲು ಹೋರಾಟಗಾರರು ಜನರ ತ್ಯಾಗ, ಬಲಿದಾನಗಳನ್ನು ಮಾಡಿದ್ದಾರೆ. ಇದೇ ಅವರಿಗೆ ನಾವು ಸಲ್ಲಿಸುವ ನಿಜವಾದ ಗೌರವ. (577, 754, 741, 935)
reg-dot-cyan (1334, 2370, 1350, 2387)
param-col-3: ಪಂಗಡ, ಹಿಂದುಳಿದ ವರ್ಗಗಳು, ಅಲ್ಪಸಂಖ್ಯಾತರು ಮತ್ತು ರಾಜ್ಯದ ಬಡವರ ಏಳಿಗೆಗಾಗಿ ಹಲವಾರು ನೂತನ ಕಾರ್ಯಕ್ರಮಗಳನ್ನು ಅನುಷ್ಠಾನಕ್ಕೆ ತರಲಾಗಿದೆ. ಸಮಾಜದ ಕಟ್ಟಕಡೆಯ ವ್ಯಕ್ತಿಗೂ ಸರ್ಕಾರದ ಸೌಲಭ್ಯ ತಲುಪಿಸುವುದು ನಮ್ಮ ಉದ್ದೇಶ. ಸ್ವಚ್ಛತೆ, ಆರೋಗ್ಯ ಮತ್ತು ಶಿಕ್ಷಣಕ್ಕೆ ಆದ್ಯತೆ ನೀಡಲಾಗಿದೆ. ಸಮಗ್ರ ಸರ್ಕಾರಕ್ಕೆ ಎಲ್ಲರೂ ಕೈಜೋಡಿಸಬೇಕು ಎಂದರು. (400, 2130, 565, 2332)
masthead-tagline: ಬೆಂಗಳೂರು | ಜಾಹೀರಾತುಗಾಗಿ ಸಂಪರ್ಕಿಸಿ - 94498 71825 (1222, 113, 1488, 127)
reg-dot-yellow (89, 2370, 105, 2387)
